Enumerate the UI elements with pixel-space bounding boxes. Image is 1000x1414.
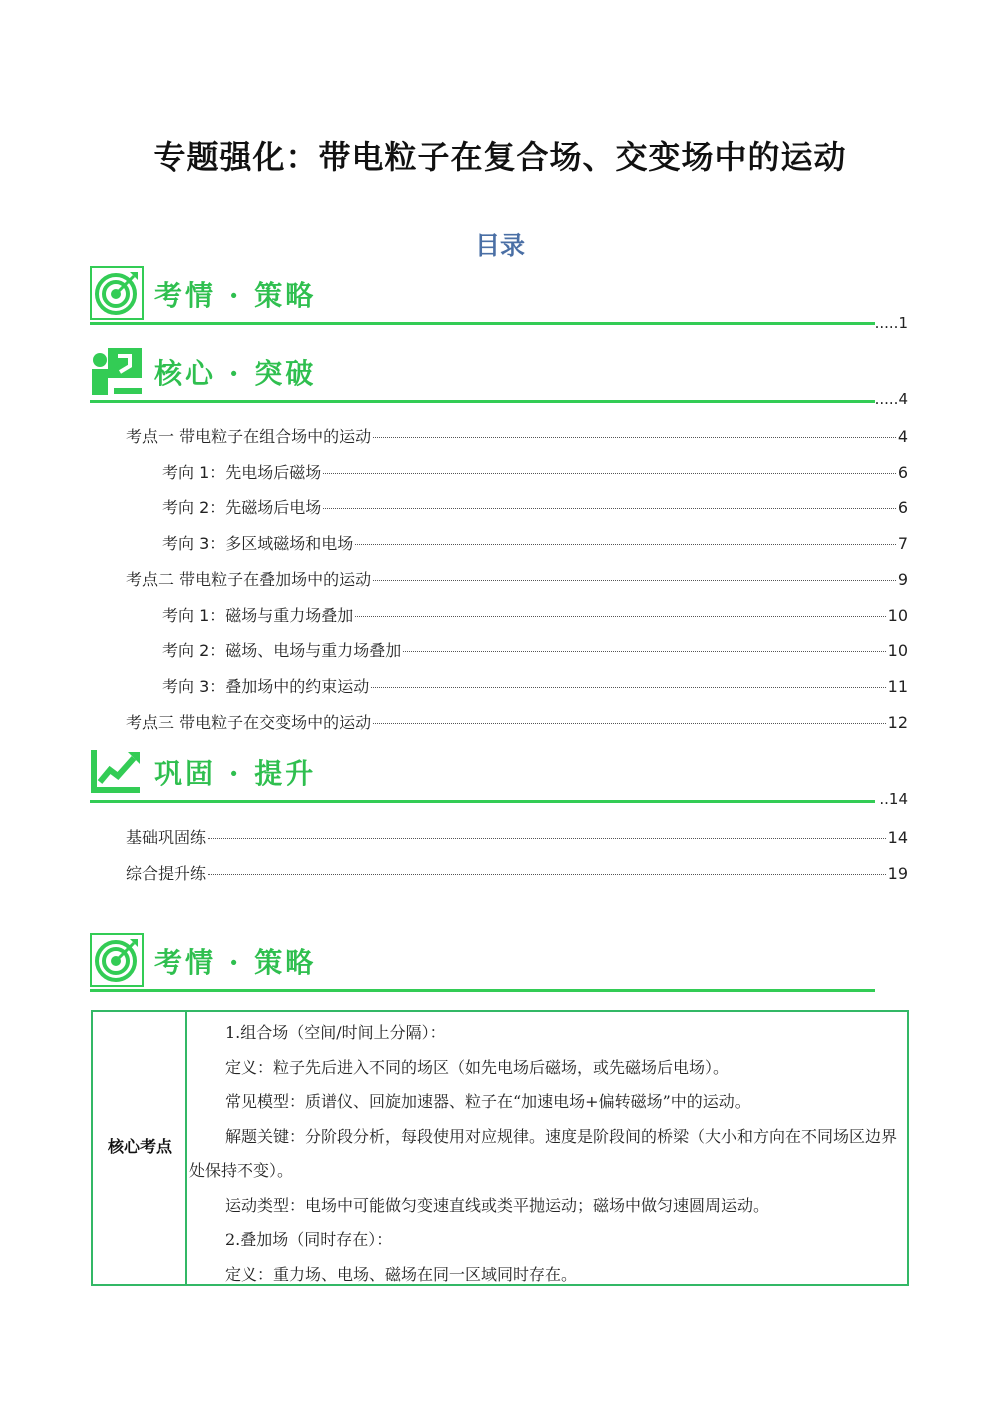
toc-leader — [403, 651, 885, 652]
toc-leader — [355, 616, 885, 617]
toc-entry[interactable] — [126, 825, 908, 847]
toc-heading: 目录 — [474, 231, 525, 260]
toc-entry-page: 12 — [887, 713, 908, 732]
banner-label: 考情 · 策略 — [154, 946, 317, 979]
toc-entry-label: 考向 1：磁场与重力场叠加 — [162, 606, 354, 625]
toc-entry-label: 综合提升练 — [126, 864, 207, 883]
toc-leader — [208, 874, 886, 875]
toc-page-number: .....4 — [874, 390, 908, 408]
toc-entry-page: 6 — [897, 463, 908, 482]
toc-leader — [371, 687, 885, 688]
toc-entry[interactable] — [126, 567, 908, 589]
toc-entry-page: 10 — [887, 641, 908, 660]
toc-entry-label: 考向 3：叠加场中的约束运动 — [162, 677, 370, 696]
banner-label: 考情 · 策略 — [154, 279, 317, 312]
toc-entry-page: 19 — [887, 864, 908, 883]
table-line: 常见模型：质谱仪、回旋加速器、粒子在“加速电场+偏转磁场”中的运动。 — [225, 1092, 751, 1111]
table-line: 运动类型：电场中可能做匀变速直线或类平抛运动；磁场中做匀速圆周运动。 — [225, 1195, 770, 1215]
table-line: 定义：重力场、电场、磁场在同一区域同时存在。 — [225, 1264, 578, 1284]
table-line: 解题关键：分阶段分析，每段使用对应规律。速度是阶段间的桥梁（大小和方向在不同场区边界处保持不变）。 — [189, 1126, 898, 1180]
toc-leader — [208, 838, 886, 839]
toc-leader — [323, 508, 896, 509]
toc-entry[interactable] — [162, 495, 908, 517]
table-line: 1.组合场（空间/时间上分隔）： — [225, 1023, 446, 1042]
toc-entry[interactable] — [126, 710, 908, 732]
toc-entry-label: 考向 2：先磁场后电场 — [162, 498, 322, 517]
document-title: 专题强化：带电粒子在复合场、交变场中的运动 — [153, 138, 847, 176]
toc-entry-label: 考点三 带电粒子在交变场中的运动 — [126, 713, 372, 732]
toc-leader — [323, 473, 896, 474]
toc-entry-label: 考点一 带电粒子在组合场中的运动 — [126, 427, 372, 446]
toc-entry-label: 基础巩固练 — [126, 828, 207, 847]
section-banner-kaoqing[interactable] — [90, 266, 875, 324]
toc-page-number: .....1 — [874, 314, 908, 332]
toc-entry[interactable] — [126, 861, 908, 883]
banner-rule — [90, 322, 875, 325]
banner-rule — [90, 800, 875, 803]
section-banner-gonggu[interactable] — [90, 744, 875, 802]
table-header-cell — [93, 1012, 187, 1284]
toc-entry-page: 7 — [897, 534, 908, 553]
toc-leader — [373, 723, 886, 724]
toc-entry[interactable] — [162, 674, 908, 696]
toc-entry-page: 10 — [887, 606, 908, 625]
toc-entry[interactable] — [126, 424, 908, 446]
target-icon — [90, 266, 144, 320]
target-icon — [90, 933, 144, 987]
banner-rule — [90, 989, 875, 992]
table-line: 2.叠加场（同时存在）： — [225, 1230, 393, 1249]
toc-entry-page: 14 — [887, 828, 908, 847]
banner-rule — [90, 400, 875, 403]
toc-entry[interactable] — [162, 638, 908, 660]
toc-entry-label: 考点二 带电粒子在叠加场中的运动 — [126, 570, 372, 589]
section-banner-kaoqing-body — [90, 933, 875, 991]
section-banner-hexin[interactable] — [90, 344, 875, 402]
toc-entry[interactable] — [162, 603, 908, 625]
toc-entry-page: 9 — [897, 570, 908, 589]
toc-entry-label: 考向 1：先电场后磁场 — [162, 463, 322, 482]
core-points-table — [91, 1010, 909, 1286]
toc-leader — [373, 437, 896, 438]
table-content-cell — [189, 1016, 901, 1292]
table-line: 定义：粒子先后进入不同的场区（如先电场后磁场，或先磁场后电场）。 — [225, 1057, 730, 1077]
toc-entry-page: 11 — [887, 677, 908, 696]
toc-entry-page: 6 — [897, 498, 908, 517]
trend-chart-icon — [90, 744, 144, 798]
presenter-icon — [90, 344, 144, 398]
toc-entry-label: 考向 3：多区域磁场和电场 — [162, 534, 354, 553]
toc-entry[interactable] — [162, 531, 908, 553]
toc-leader — [355, 544, 896, 545]
banner-label: 核心 · 突破 — [154, 357, 317, 390]
toc-leader — [373, 580, 896, 581]
toc-entry[interactable] — [162, 460, 908, 482]
table-header-label: 核心考点 — [107, 1137, 172, 1156]
toc-entry-page: 4 — [897, 427, 908, 446]
banner-label: 巩固 · 提升 — [154, 757, 317, 790]
toc-entry-label: 考向 2：磁场、电场与重力场叠加 — [162, 641, 402, 660]
toc-page-number: ..14 — [879, 790, 908, 808]
